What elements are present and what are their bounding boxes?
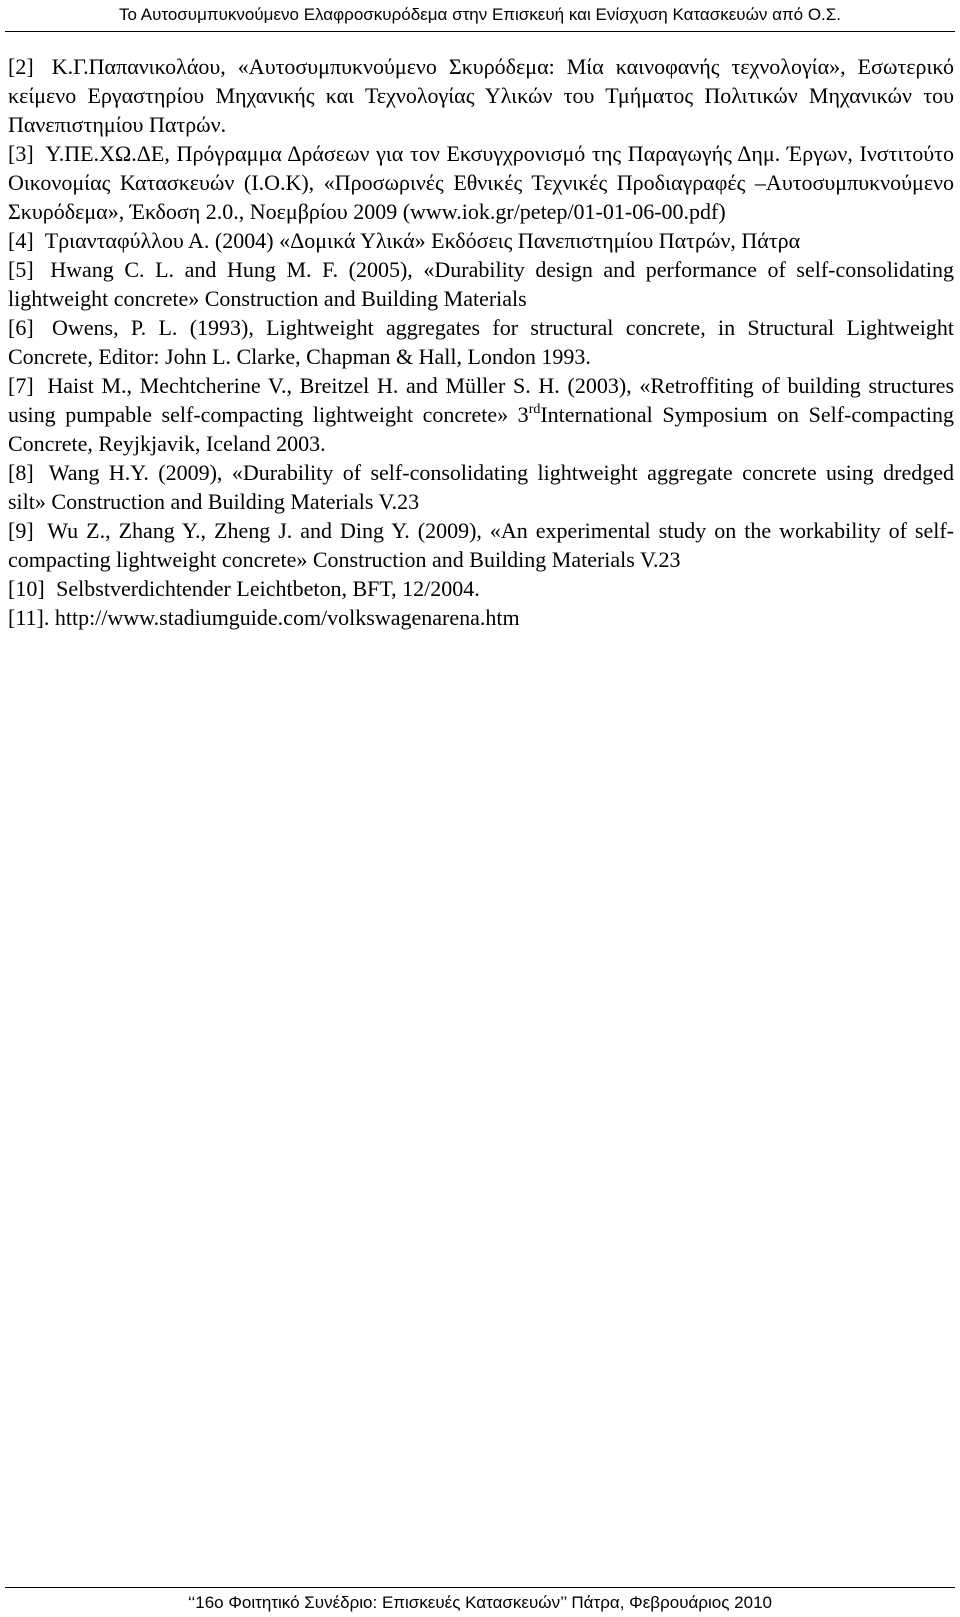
reference-label: [4] [8,228,34,253]
reference-text-continued: International Symposium on Self-compacting Concrete, Reyjkjavik, Iceland 2003. [8,402,954,456]
reference-label: [9] [8,518,34,543]
running-header: Το Αυτοσυμπυκνούμενο Ελαφροσκυρόδεμα στην Επισκευή και Ενίσχυση Κατασκευών από Ο.Σ. [118,5,842,24]
reference-label: [6] [8,315,34,340]
reference-item-10 [8,574,954,603]
reference-text: Wang H.Y. (2009), «Durability of self-consolidating lightweight aggregate concrete using dredged silt» Construction and Building Materials V.23 [8,460,955,514]
reference-text: Κ.Γ.Παπανικολάου, «Αυτοσυμπυκνούμενο Σκυρόδεμα: Μία καινοφανής τεχνολογία», Εσωτερικό κείμενο Εργαστηρίου Μηχανικής και Τεχνολογίας Υλικών του Τμήματος Πολιτικών Μηχανικών του Πανεπιστημίου Πατρών. [8,54,955,137]
reference-item-11 [8,603,954,632]
header-divider [5,31,955,32]
reference-item-9 [8,516,954,574]
reference-text: Owens, P. L. (1993), Lightweight aggregates for structural concrete, in Structural Lightweight Concrete, Editor: John L. Clarke, Chapman & Hall, London 1993. [8,315,955,369]
reference-item-5 [8,255,954,313]
reference-label: [3] [8,141,34,166]
ordinal-superscript: rd [528,402,541,417]
reference-label: [8] [8,460,34,485]
reference-label: [7] [8,373,34,398]
reference-url[interactable]: . http://www.stadiumguide.com/volkswagenarena.htm [43,605,520,630]
reference-label: [5] [8,257,34,282]
reference-text: Hwang C. L. and Hung M. F. (2005), «Durability design and performance of self-consolidating lightweight concrete» Construction and Building Materials [8,257,955,311]
reference-item-2 [8,52,954,139]
reference-text: Haist M., Mechtcherine V., Breitzel H. and Müller S. H. (2003), «Retroffiting of building structures using pumpable self-compacting lightweight concrete» 3 [8,373,955,427]
reference-item-3 [8,139,954,226]
footer-divider [5,1587,955,1588]
reference-text: Τριανταφύλλου Α. (2004) «Δομικά Υλικά» Εκδόσεις Πανεπιστημίου Πατρών, Πάτρα [44,228,801,253]
running-footer: ‘‘16ο Φοιτητικό Συνέδριο: Επισκευές Κατασκευών’’ Πάτρα, Φεβρουάριος 2010 [188,1593,772,1612]
reference-text: Wu Z., Zhang Y., Zheng J. and Ding Y. (2009), «An experimental study on the workability of self-compacting lightweight concrete» Construction and Building Materials V.23 [8,518,955,572]
reference-list [8,52,954,632]
reference-item-8 [8,458,954,516]
reference-item-4 [8,226,954,255]
reference-item-6 [8,313,954,371]
reference-text: Υ.ΠΕ.ΧΩ.ΔΕ, Πρόγραμμα Δράσεων για τον Εκσυγχρονισμό της Παραγωγής Δημ. Έργων, Ινστιτούτο Οικονομίας Κατασκευών (Ι.Ο.Κ), «Προσωρινές Εθνικές Τεχνικές Προδιαγραφές –Αυτοσυμπυκνούμενο Σκυρόδεμα», Έκδοση 2.0., Νοεμβρίου 2009 (www.iok.gr/petep/01-01-06-00.pdf) [8,141,954,224]
reference-item-7 [8,371,954,458]
reference-text: Selbstverdichtender Leichtbeton, BFT, 12/2004. [56,576,480,601]
reference-label: [10] [8,576,45,601]
reference-label: [2] [8,54,34,79]
reference-label: [11] [8,605,44,630]
